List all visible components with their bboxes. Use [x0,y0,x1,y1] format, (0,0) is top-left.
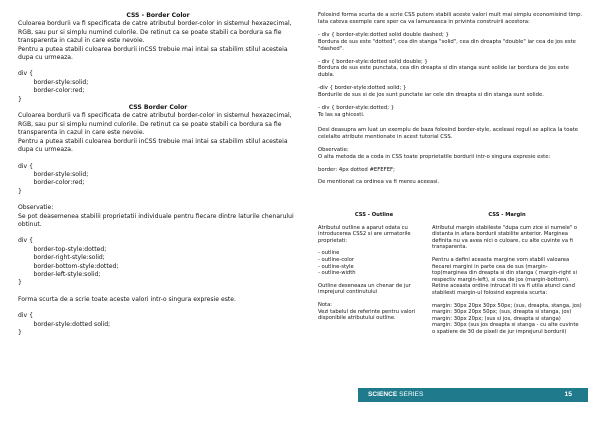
code-line: border: 4px dotted #EFEFEF; [318,166,395,173]
paragraph: Pentru a putea stabili culoarea bordurii inCSS trebuie mai intai sa stabilim stilul acesteia dupa cu urmeaza. [18,45,290,62]
paragraph: Culoarea bordurii va fi specificata de catre atributul border-color in sistemul hexazecimal, RGB, sau pur si simplu numind culorile. De retinut ca se poate stabili ca bordura sa fie transparenta in cazul in care este nevoie. [18,112,294,137]
code-block: div { border-style:solid; border-color:red; } [18,70,89,103]
note-label: Nota: [318,301,333,308]
observation-text: O alta metoda de a coda in CSS toate proprietatile bordurii intr-o singura expresie este: [318,153,551,160]
series-brand [368,391,423,399]
margin-column [432,212,582,336]
right-column [318,12,584,186]
paragraph: Culoarea bordurii va fi specificata de catre atributul border-color in sistemul hexazecimal, RGB, sau pur si simplu numind culorile. De retinut ca se poate stabili ca bordura sa fie transparenta in cazul in care este nevoie. [18,20,294,45]
footer-bar [358,388,588,402]
paragraph: Pentru a putea stabili culoarea bordurii inCSS trebuie mai intai sa stabilim stilul acesteia dupa cu urmeaza. [18,137,290,154]
example-code: -div { border-style:dotted solid; } [318,85,407,92]
observation-text: Se pot deasemenea stabilii proprietatii individuale pentru fiecare dintre laturile chenarului obtinut. [18,212,296,228]
example-description: Bordura de sus este "dotted", cea din stanga "solid", cea din dreapta "double" iar cea de jos este "dashed". [318,38,578,52]
left-column [18,12,298,337]
paragraph: Folosind forma scurta de a scrie CSS putem stabili aceste valori mult mai simplu economisind timp. Iata cateva exemple care sper ca va lamureasca in privinta construirii acestora: [318,12,584,25]
note-text: Vezi tabelul de referinte pentru valori disponibile atributului outline. [318,308,417,322]
paragraph: Outline deseneaza un chenar de jur imprejurul continutului [318,282,413,296]
section-title-border-color-2: CSS Border Color [128,104,188,112]
example-code: - div { border-style:dotted solid double; } [318,58,428,65]
example-description: Bordurile de sus si de jos sunt punctate iar cele din dreapta si din stanga sunt solide. [318,92,544,99]
example-description: Bordura de sus este punctata, cea din dreapta si din stanga sunt solide iar bordura de jos este dubla. [318,65,571,79]
outline-column [318,212,430,322]
example-code: - div { border-style:dotted; } [318,105,395,112]
paragraph: Desi deasupra am luat un exemplu de baza folosind border-style, aceleasi reguli se aplica la toate celelalte atribute mentionate in acest tutorial CSS. [318,126,580,140]
section-title-outline: CSS - Outline [354,212,394,218]
code-block: margin: 30px 20px 30px 50px; (sus, dreapta, stanga, jos) margin: 30px 20px 50px; (sus, dreapta si stanga, jos) margin: 30px 20px; (sus si jos, dreapta si stanga) margin: 30px (sus jos dreapta si stanga - cu alte cuvinte o spatiere de 30 de pixeli de jur imprejurul bordurii) [432,302,582,335]
code-block: div { border-style:solid; border-color:red; } [18,162,89,195]
brand-bold: SCIENCE [368,391,398,398]
paragraph: Atributul outline a aparut odata cu introducerea CSS2 si are urmatorile proprietati: [318,224,413,244]
code-block: div { border-style:dotted solid; } [18,312,111,336]
paragraph: Forma scurta de a scrie toate aceste valori intr-o singura expresie este. [18,295,236,303]
brand-light: SERIES [399,391,424,398]
section-title-border-color: CSS - Border Color [126,12,190,19]
page-number: 15 [564,391,572,398]
paragraph: Pentru a defini aceasta margine vom stabili valoarea fiecarei margini in parte cea de sus (margin-top)marginea din dreapta si din stanga ( margin-right si respectiv margin-left), si cea de jos (margin-bottom). Retine aceasta ordine intrucat iti va fi utila atunci cand stabilesti margin-ul folosind expresia scurta: [432,256,579,296]
paragraph: De mentionat ca ordinea va fi mereu aceeasi. [318,179,440,186]
code-block: div { border-top-style:dotted; border-right-style:solid; border-bottom-style:dotted; border-left-style:solid; } [18,237,119,287]
example-code: - div { border-style:dotted solid double dashed; } [318,31,449,38]
example-description: Te las sa ghicesti. [318,111,365,118]
section-title-margin: CSS - Margin [488,212,526,218]
property-list: - outline - outline-color - outline-style - outline-width [318,250,356,277]
observation-label: Observatie: [18,204,54,212]
paragraph: Atributul margin stabileste "dupa cum zice si numele" o distanta in afara bordurii stabilite anterior. Marginea definita nu va avea nici o culoare, cu alte cuvinte va fi transparenta. [432,224,579,251]
observation-label: Observatie: [318,146,349,153]
